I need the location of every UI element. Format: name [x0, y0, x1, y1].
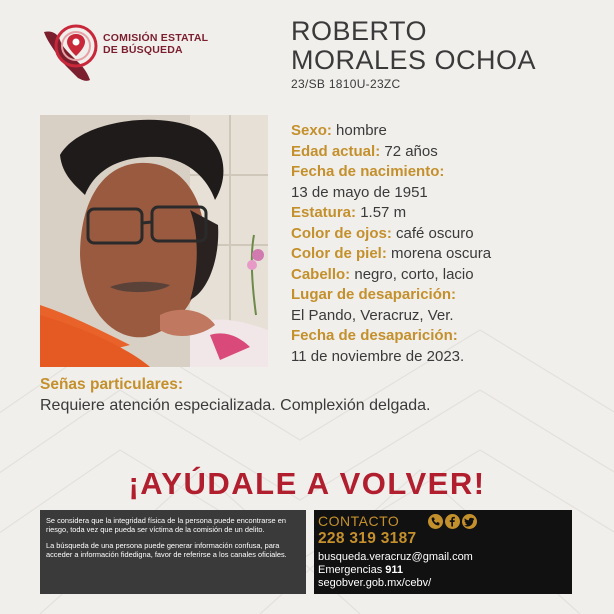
detail-label: Edad actual:: [291, 142, 381, 160]
detail-label: Estatura:: [291, 204, 357, 221]
details-panel: [291, 121, 591, 367]
detail-value: morena oscura: [391, 245, 492, 262]
contact-email[interactable]: busqueda.veracruz@gmail.com: [318, 551, 473, 563]
detail-ojos: [291, 224, 591, 245]
senas-label: Señas particulares:: [40, 376, 184, 393]
logo-text: [103, 32, 208, 56]
name-line-1: ROBERTO: [291, 16, 428, 46]
detail-cabello: [291, 265, 591, 286]
twitter-icon[interactable]: [462, 514, 477, 529]
detail-label: Sexo:: [291, 122, 332, 139]
detail-lugar-value: El Pando, Veracruz, Ver.: [291, 306, 454, 324]
detail-label: Fecha de desaparición:: [291, 327, 458, 344]
detail-value: negro, corto, lacio: [354, 265, 474, 283]
detail-sexo: [291, 121, 591, 142]
detail-label: Fecha de nacimiento:: [291, 163, 445, 180]
detail-label: Color de ojos:: [291, 224, 392, 242]
contact-phone[interactable]: 228 319 3187: [318, 530, 417, 547]
emergency-label: Emergencias: [318, 564, 383, 576]
disclaimer-paragraph-1: Se considera que la integridad física de la persona puede encontrarse en riesgo, toda vez que pueda ser víctima de la comisión de un delito.: [46, 516, 286, 534]
detail-nacimiento-value: 13 de mayo de 1951: [291, 183, 428, 201]
detail-value: hombre: [336, 122, 387, 139]
detail-piel: [291, 244, 591, 265]
detail-value: 72 años: [384, 142, 438, 160]
logo-line-2: DE BÚSQUEDA: [103, 44, 183, 56]
phone-icon[interactable]: [428, 514, 443, 529]
contact-website[interactable]: segobver.gob.mx/cebv/: [318, 577, 432, 589]
case-folio: 23/SB 1810U-23ZC: [291, 77, 401, 91]
facebook-icon[interactable]: [445, 514, 460, 529]
emergency-number[interactable]: 911: [385, 564, 404, 576]
disclaimer-paragraph-2: La búsqueda de una persona puede generar información confusa, para acceder a información fidedigna, favor de referirse a los canales oficiales.: [46, 541, 287, 559]
person-photo: [40, 115, 268, 367]
person-name: [291, 17, 536, 75]
detail-lugar-label: [291, 285, 591, 306]
name-line-2: MORALES OCHOA: [291, 45, 537, 75]
detail-value: 1.57 m: [360, 204, 407, 221]
call-to-action: ¡AYÚDALE A VOLVER!: [128, 466, 486, 501]
contact-box: [314, 510, 572, 594]
detail-label: Color de piel:: [291, 245, 387, 262]
logo-line-1: COMISIÓN ESTATAL: [103, 32, 209, 44]
detail-label: Lugar de desaparición:: [291, 286, 457, 303]
contact-emergency: [318, 564, 568, 577]
contact-title-row: [318, 513, 568, 530]
detail-value: café oscuro: [396, 224, 474, 242]
detail-edad: [291, 142, 591, 163]
detail-fecha-desap-value: 11 de noviembre de 2023.: [291, 347, 465, 365]
contact-title: CONTACTO: [318, 513, 400, 529]
disclaimer-box: [40, 510, 306, 594]
contact-icons: [428, 514, 479, 531]
senas-value: Requiere atención especializada. Complexión delgada.: [40, 397, 431, 414]
detail-fecha-desap-label: [291, 326, 591, 347]
detail-label: Cabello:: [291, 265, 351, 283]
detail-nacimiento-label: [291, 162, 591, 183]
detail-estatura: [291, 203, 591, 224]
